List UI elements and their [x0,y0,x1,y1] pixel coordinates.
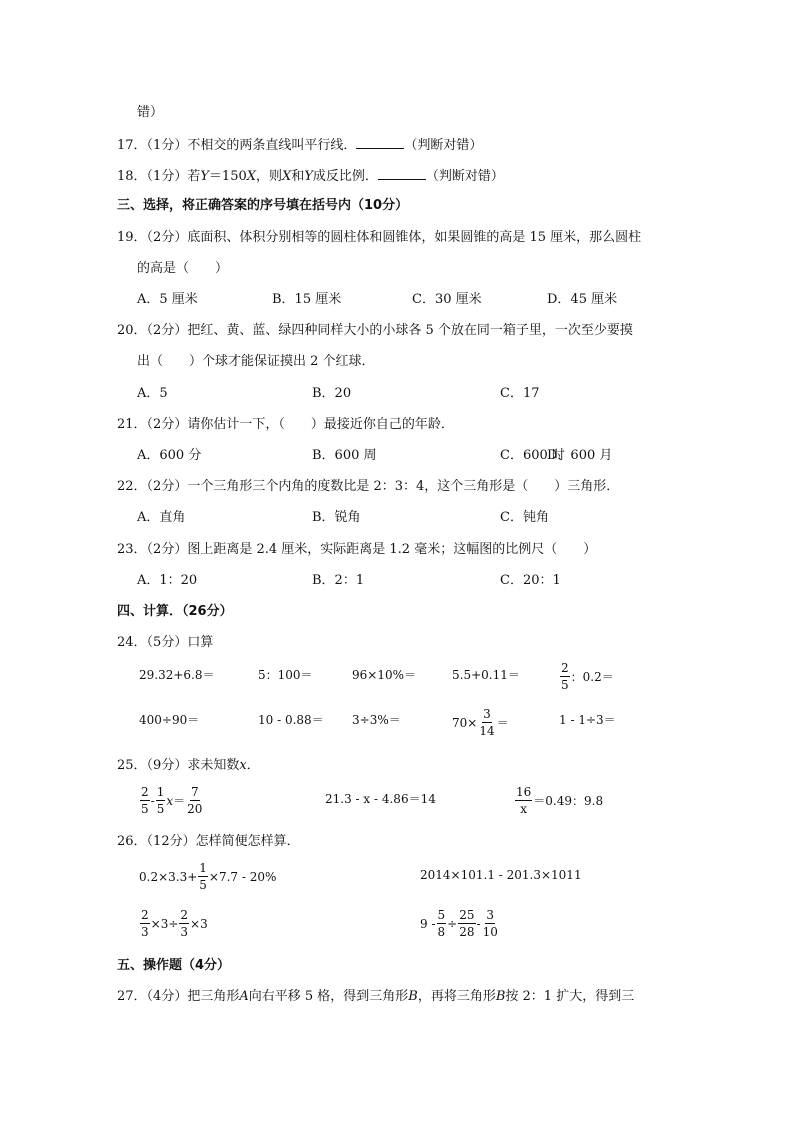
option-C[interactable]: C．600 时 [500,448,565,463]
calc-item: 400÷90＝ [139,713,200,727]
fraction: $\frac{5}{8}$ [437,908,446,939]
fraction: $\frac{7}{20}$ [187,785,203,816]
question-20-cont: 出（ ）个球才能保证摸出 2 个红球． [137,354,375,369]
answer-blank[interactable] [378,168,426,180]
simplify-3: $\frac{2}{3}$ ×3÷ $\frac{2}{3}$ ×3 [141,908,208,939]
question-26: 26．（12分）怎样简便怎样算． [117,834,300,849]
option-A[interactable]: A．1：20 [137,573,198,588]
option-D[interactable]: D．600 月 [547,448,613,463]
answer-blank[interactable] [356,137,404,149]
calc-item: 5：100＝ [258,668,313,682]
option-B[interactable]: B．2：1 [312,573,365,588]
equation-2: 21.3 - x - 4.86＝14 [325,792,436,806]
calc-item: 29.32+6.8＝ [139,668,215,682]
fraction: $\frac{1}{5}$ [156,785,165,816]
option-A[interactable]: A．5 厘米 [137,292,198,307]
option-A[interactable]: A．直角 [137,510,186,525]
option-C[interactable]: C．17 [500,386,540,401]
question-24: 24．（5分）口算 [117,635,214,650]
fraction: $\frac{2}{5}$ [141,785,149,816]
question-27: 27．（4分）把三角形A向右平移 5 格，得到三角形B，再将三角形B按 2：1 扩大，得到三 [117,989,635,1004]
fraction: $\frac{3}{10}$ [482,908,498,939]
section-5-heading: 五、操作题（4分） [117,958,231,973]
fraction: $\frac{2}{5}$ [561,661,569,692]
simplify-4: 9 - $\frac{5}{8}$ ÷ $\frac{25}{28}$ - $\frac{3}{10}$ [420,908,498,939]
line-continuation: 错） [137,105,164,120]
option-B[interactable]: B．20 [312,386,352,401]
fraction: $\frac{1}{5}$ [199,861,207,892]
equation-1: $\frac{2}{5}$ - $\frac{1}{5}$ x ＝ $\frac{7}{20}$ [141,785,203,816]
fraction: $\frac{16}{x}$ [516,785,532,816]
question-25: 25．（9分）求未知数x． [117,758,260,773]
option-B[interactable]: B．15 厘米 [272,292,342,307]
option-A[interactable]: A．600 分 [137,448,202,463]
question-21: 21．（2分）请你估计一下，（ ）最接近你自己的年龄． [117,417,454,432]
calc-item: 10 - 0.88＝ [258,713,324,727]
option-C[interactable]: C．30 厘米 [412,292,482,307]
calc-item: 3÷3%＝ [352,713,401,727]
section-3-heading: 三、选择，将正确答案的序号填在括号内（10分） [117,198,409,213]
fraction: $\frac{25}{28}$ [459,908,475,939]
section-4-heading: 四、计算．（26分） [117,604,233,619]
option-B[interactable]: B．600 周 [312,448,377,463]
simplify-1: 0.2×3.3+ $\frac{1}{5}$ ×7.7 - 20% [139,861,277,892]
question-17: 17．（1分）不相交的两条直线叫平行线． （判断对错） [117,138,483,153]
equation-3: $\frac{16}{x}$ ＝0.49：9.8 [516,785,604,816]
question-19-cont: 的高是（ ） [137,261,229,276]
fraction: $\frac{2}{3}$ [180,908,189,939]
simplify-2: 2014×101.1 - 201.3×1011 [420,868,582,882]
option-C[interactable]: C．20：1 [500,573,561,588]
question-22: 22．（2分）一个三角形三个内角的度数比是 2：3：4，这个三角形是（ ）三角形． [117,479,620,494]
calc-item: $\frac{2}{5}$ ：0.2＝ [561,661,614,692]
option-C[interactable]: C．钝角 [500,510,549,525]
calc-item: 1 - 1÷3＝ [559,713,616,727]
question-20: 20．（2分）把红、黄、蓝、绿四种同样大小的小球各 5 个放在同一箱子里，一次至少要摸 [117,323,633,338]
option-A[interactable]: A．5 [137,386,168,401]
calc-item: 5.5+0.11＝ [452,668,520,682]
question-19: 19．（2分）底面积、体积分别相等的圆柱体和圆锥体，如果圆锥的高是 15 厘米，那么圆柱 [117,230,642,245]
fraction: $\frac{2}{3}$ [141,908,149,939]
calc-item: 70× $\frac{3}{14}$ ＝ [452,707,509,738]
option-D[interactable]: D．45 厘米 [547,292,618,307]
question-18: 18．（1分）若Y＝150X，则X和Y成反比例． （判断对错） [117,169,504,184]
calc-item: 96×10%＝ [352,668,416,682]
option-B[interactable]: B．锐角 [312,510,361,525]
fraction: $\frac{3}{14}$ [479,707,495,738]
question-23: 23．（2分）图上距离是 2.4 厘米，实际距离是 1.2 毫米；这幅图的比例尺（ ） [117,542,597,557]
